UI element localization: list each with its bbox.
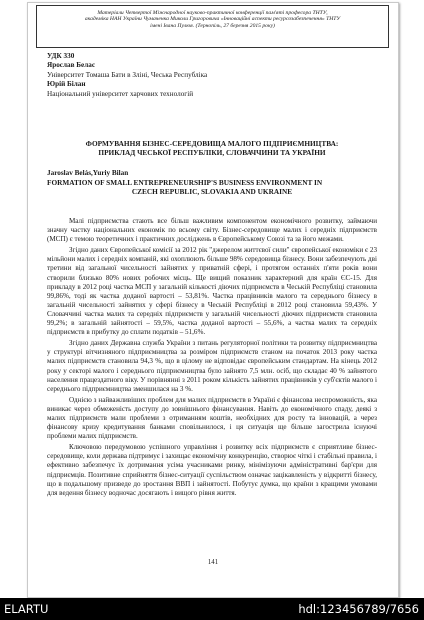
header-line-2: академіка НАН України Чумаченка Миколи Григоровича «Інноваційні аспекти ресурсозабезпечення» ТНТУ bbox=[84, 16, 341, 23]
author-2-affiliation: Національний університет харчових технологій bbox=[47, 89, 194, 98]
author-1-affiliation: Університет Томаша Бати в Зліні, Чеська Республіка bbox=[47, 70, 208, 79]
paragraph-1: Малі підприємства стають все більш важливим компонентом економічного розвитку, займаючи значну частку національних економік по всьому світу. Бізнес-середовище малих і середніх підприємств (МСП) є темою теоретичних і практичних досліджень в Європейському Союзі та за його межами. bbox=[47, 217, 377, 244]
article-meta bbox=[47, 52, 377, 99]
paragraph-2: Згідно даних Європейської комісії за 2012 рік "джерелом життєвої сили" європейської економіки є 23 мільйони малих і середніх компаній, які охоплюють більше 98% середовища бізнесу. Вони забезпечують дві третини від загальної чисельності зайнятих у приватній сфері, і протягом останніх п'яти років вони створили близько 80% нових робочих місць. Ще вищий показник характерний для країн ЄС-15. Для прикладу в 2012 році частка МСП у загальній кількості діючих підприємств в Чеській Республіці становила 99,86%, тоді як частка доданої вартості – 53,81%. Частка працівників малого та середнього бізнесу в загальній чисельності зайнятих у сфері бізнесу в Чеській Республіці в 2012 році становила 59,43%. У Словаччині частка малих та середніх підприємств у загальній чисельності діючих підприємств становила 99,2%; в загальній зайнятості – 59,5%, частка доданої вартості – 55,6%, а частка малих та середніх підприємств в прибутку до сплати податків – 51,6%. bbox=[47, 246, 377, 337]
header-line-3: імені Івана Пулюя. (Тернопіль, 27 березня 2015 року) bbox=[150, 22, 275, 29]
title-en-line-1: FORMATION OF SMALL ENTREPRENEURSHIP'S BUSINESS ENVIRONMENT IN bbox=[47, 178, 323, 187]
article-body bbox=[47, 217, 377, 500]
status-bar bbox=[0, 598, 424, 620]
author-1-name: Ярослав Белас bbox=[47, 61, 96, 70]
paragraph-4: Однією з найважливіших проблем для малих підприємств в Україні є фінансова неспроможність, яка виникає через обмеженість доступу до зовнішнього фінансування. Навіть до економічного спаду, деякі з малих підприємств мали проблеми з отриманням коштів, необхідних для росту та інновацій, а через фінансову кризу кредитування банками сповільнилося, і ця ситуація ще більше загострила існуючі проблеми малих підприємств. bbox=[47, 395, 377, 441]
title-ua-line-1: ФОРМУВАННЯ БІЗНЕС-СЕРЕДОВИЩА МАЛОГО ПІДПРИЄМНИЦТВА: bbox=[85, 139, 339, 148]
conference-header bbox=[36, 5, 389, 48]
authors-english: Jaroslav Belás,Yuriy Bilan bbox=[47, 169, 129, 177]
udc-code: УДК 330 bbox=[47, 52, 75, 60]
document-page bbox=[27, 2, 399, 598]
title-ua-line-2: ПРИКЛАД ЧЕСЬКОЇ РЕСПУБЛІКИ, СЛОВАЧЧИНИ ТА УКРАЇНИ bbox=[98, 148, 326, 158]
repository-name: ELARTU bbox=[4, 602, 49, 616]
handle-identifier[interactable]: hdl:123456789/7656 bbox=[298, 602, 419, 616]
paragraph-5: Ключовою передумовою успішного управління і розвитку всіх підприємств є сприятливе бізнес-середовище, коли держава підтримує і захищає економічну конкуренцію, створює чіткі і стабільні правила, і ефективно забезпечує їх дотримання усіма учасниками ринку, мінімізуючи адміністративні бар'єри для підприємців. Позитивне сприйняття бізнес-ситуації суспільством означає зацікавленість у відкритті бізнесу, що в подальшому призведе до зростання ВВП і зайнятості. Побутує думка, що країни з кращими умовами для ведення бізнесу водночас досягають і вищого рівня життя. bbox=[47, 443, 377, 497]
title-ukrainian bbox=[47, 139, 377, 157]
header-line-1: Матеріали Четвертої Міжнародної науково-практичної конференції пам'яті професора ТНТУ, bbox=[97, 10, 328, 16]
title-english bbox=[47, 178, 377, 196]
paragraph-3: Згідно даних Державна служба України з питань регуляторної політики та розвитку підприємництва у структурі вітчизняного підприємництва за розміром підприємств станом на початок 2013 року частка малих підприємств становила 94,3 %, що в цілому не відповідає європейським стандартам. На кінець 2012 року у секторі малого і середнього підприємництва було зайнято 7,5 млн. осіб, що складає 40 % зайнятого населення працездатного віку. У порівнянні з 2011 роком кількість зайнятих працівників у суб'єктів малого і середнього підприємництва зменшилася на 3 %. bbox=[47, 339, 377, 393]
title-en-line-2: CZECH REPUBLIC, SLOVAKIA AND UKRAINE bbox=[131, 187, 293, 197]
page-number: 141 bbox=[207, 559, 219, 566]
author-2-name: Юрій Білан bbox=[47, 80, 86, 89]
